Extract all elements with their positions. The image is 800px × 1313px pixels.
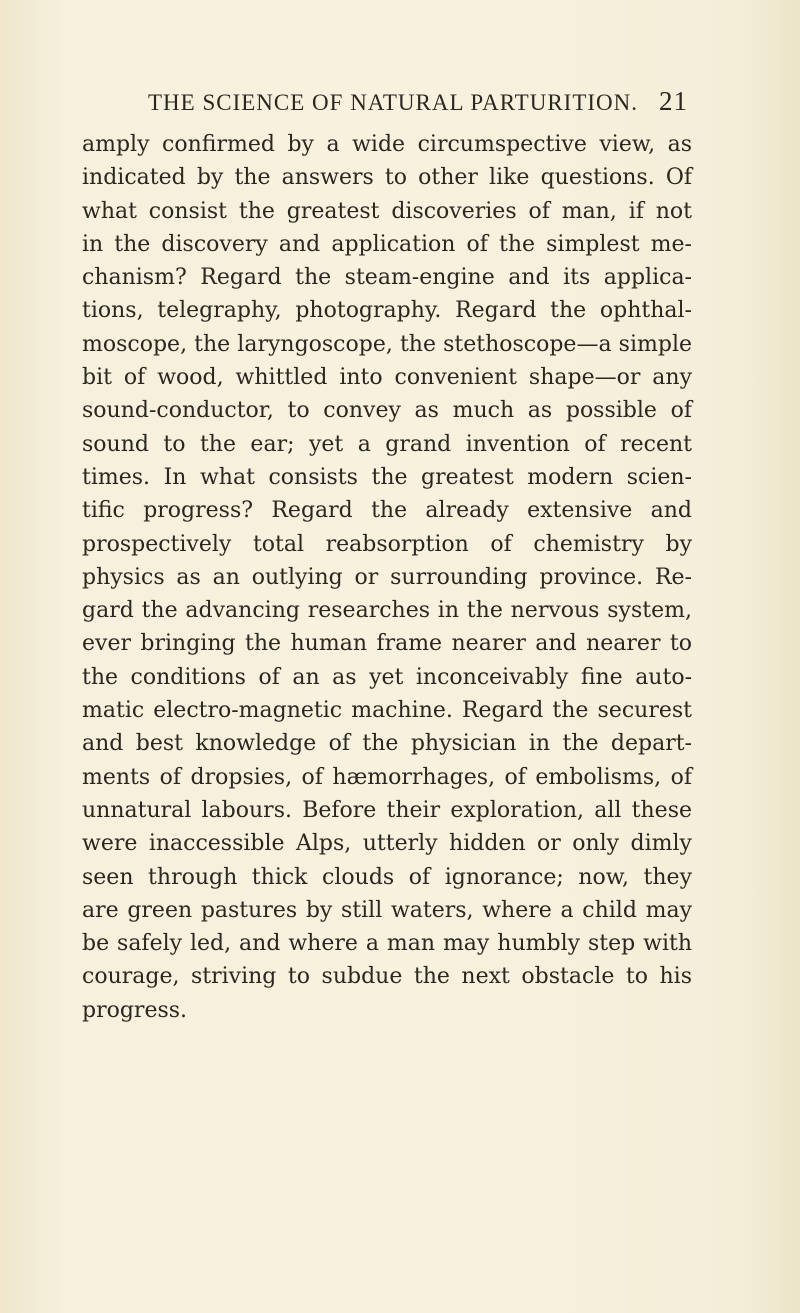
- running-title: THE SCIENCE OF NATURAL PARTURITION.: [148, 90, 639, 115]
- text-line: be safely led, and where a man may humbly step with: [82, 931, 692, 957]
- text-line: physics as an outlying or surrounding province. Re-: [82, 564, 692, 590]
- text-line: gard the advancing researches in the nervous system,: [82, 598, 692, 624]
- text-line: tions, telegraphy, photography. Regard the ophthal-: [82, 298, 692, 324]
- text-line: were inaccessible Alps, utterly hidden or only dimly: [82, 831, 692, 857]
- running-head: [148, 86, 688, 124]
- text-line: chanism? Regard the steam-engine and its applica-: [82, 265, 692, 291]
- text-line: moscope, the laryngoscope, the stethoscope—a simple: [82, 331, 692, 357]
- text-line: what consist the greatest discoveries of man, if not: [82, 198, 692, 224]
- text-line: amply confirmed by a wide circumspective view, as: [82, 132, 692, 157]
- body-paragraph: [82, 128, 692, 1027]
- page-number: 21: [659, 86, 688, 116]
- text-line: ments of dropsies, of hæmorrhages, of embolisms, of: [82, 764, 692, 790]
- text-line: in the discovery and application of the simplest me-: [82, 231, 692, 257]
- text-line: courage, striving to subdue the next obstacle to his: [82, 964, 692, 990]
- text-line: sound-conductor, to convey as much as possible of: [82, 398, 692, 424]
- text-line: the conditions of an as yet inconceivably fine auto-: [82, 664, 692, 690]
- text-line: times. In what consists the greatest modern scien-: [82, 464, 692, 490]
- text-line: tific progress? Regard the already extensive and: [82, 498, 692, 524]
- text-line: matic electro-magnetic machine. Regard the securest: [82, 698, 692, 724]
- text-line: unnatural labours. Before their exploration, all these: [82, 797, 692, 823]
- text-line: and best knowledge of the physician in the depart-: [82, 731, 692, 757]
- text-line: prospectively total reabsorption of chemistry by: [82, 531, 692, 557]
- text-line: bit of wood, whittled into convenient shape—or any: [82, 365, 692, 391]
- text-line: are green pastures by still waters, where a child may: [82, 897, 692, 923]
- text-line: ever bringing the human frame nearer and nearer to: [82, 631, 692, 657]
- text-line: progress.: [82, 997, 188, 1023]
- text-line: indicated by the answers to other like questions. Of: [82, 165, 692, 191]
- text-line: sound to the ear; yet a grand invention of recent: [82, 431, 692, 457]
- text-line: seen through thick clouds of ignorance; now, they: [82, 864, 692, 890]
